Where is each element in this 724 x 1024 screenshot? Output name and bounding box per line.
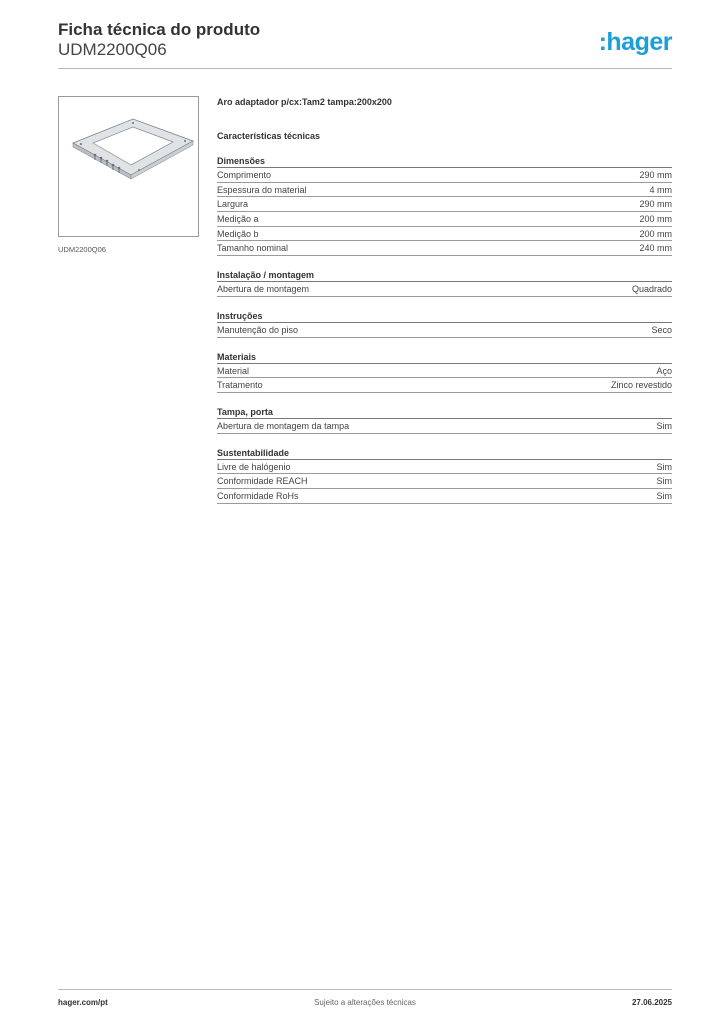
section-title: Tampa, porta xyxy=(217,406,672,419)
spec-row xyxy=(217,168,672,183)
spec-content xyxy=(217,96,672,504)
spec-row xyxy=(217,474,672,489)
footer xyxy=(58,998,672,1010)
section-instalacao xyxy=(217,269,672,297)
section-materiais xyxy=(217,351,672,393)
spec-value: Zinco revestido xyxy=(610,380,672,391)
spec-value: Seco xyxy=(651,324,672,335)
spec-value: Sim xyxy=(656,420,672,431)
logo-text: hager xyxy=(606,28,672,56)
spec-label: Conformidade RoHs xyxy=(217,490,299,501)
spec-label: Medição b xyxy=(217,228,259,239)
spec-row xyxy=(217,419,672,434)
section-title: Sustentabilidade xyxy=(217,447,672,460)
section-title: Instalação / montagem xyxy=(217,269,672,282)
spec-label: Largura xyxy=(217,199,249,210)
spec-label: Comprimento xyxy=(217,170,272,180)
adapter-frame-illustration xyxy=(59,97,198,236)
spec-value: 290 mm xyxy=(639,170,672,180)
spec-value: Sim xyxy=(656,490,672,501)
spec-value: 240 mm xyxy=(639,243,672,254)
section-dimensoes xyxy=(217,155,672,256)
image-caption: UDM2200Q06 xyxy=(58,245,106,254)
spec-row xyxy=(217,227,672,242)
product-name: Aro adaptador p/cx:Tam2 tampa:200x200 xyxy=(217,97,392,107)
page-title: Ficha técnica do produto xyxy=(58,20,261,39)
spec-value: 200 mm xyxy=(639,214,672,225)
spec-label: Manutenção do piso xyxy=(217,324,299,335)
product-image xyxy=(58,96,199,237)
spec-label: Medição a xyxy=(217,214,259,225)
spec-row xyxy=(217,241,672,256)
spec-label: Tamanho nominal xyxy=(217,243,289,254)
spec-label: Abertura de montagem da tampa xyxy=(217,420,350,431)
spec-row xyxy=(217,460,672,475)
header-divider xyxy=(58,68,672,69)
section-title: Instruções xyxy=(217,310,672,323)
footer-website-link[interactable]: hager.com/pt xyxy=(58,998,108,1007)
spec-row xyxy=(217,212,672,227)
hager-logo[interactable] xyxy=(599,28,672,56)
footer-date: 27.06.2025 xyxy=(631,998,672,1007)
spec-row xyxy=(217,489,672,504)
section-title: Dimensões xyxy=(217,155,672,168)
spec-label: Conformidade REACH xyxy=(217,476,308,487)
spec-label: Livre de halógenio xyxy=(217,461,291,472)
spec-value: 290 mm xyxy=(639,199,672,210)
spec-row xyxy=(217,197,672,212)
footer-note: Sujeito a alterações técnicas xyxy=(314,998,416,1007)
section-title: Materiais xyxy=(217,351,672,364)
spec-row xyxy=(217,282,672,297)
spec-row xyxy=(217,183,672,198)
section-sustentabilidade xyxy=(217,447,672,504)
spec-row xyxy=(217,378,672,393)
spec-label: Tratamento xyxy=(217,380,263,391)
spec-label: Abertura de montagem xyxy=(217,284,310,295)
spec-label: Material xyxy=(217,365,250,376)
spec-value: Sim xyxy=(656,461,672,472)
spec-value: 200 mm xyxy=(639,228,672,239)
spec-value: Quadrado xyxy=(631,284,672,295)
spec-value: 4 mm xyxy=(649,184,672,195)
spec-row xyxy=(217,364,672,379)
section-instrucoes xyxy=(217,310,672,338)
spec-value: Aço xyxy=(656,365,672,376)
tech-specs-heading: Características técnicas xyxy=(217,131,321,141)
logo-dots-icon: : xyxy=(598,28,607,56)
header xyxy=(58,20,672,70)
footer-divider xyxy=(58,989,672,990)
spec-row xyxy=(217,323,672,338)
product-code: UDM2200Q06 xyxy=(58,40,167,59)
section-tampa-porta xyxy=(217,406,672,434)
spec-label: Espessura do material xyxy=(217,184,307,195)
spec-value: Sim xyxy=(656,476,672,487)
